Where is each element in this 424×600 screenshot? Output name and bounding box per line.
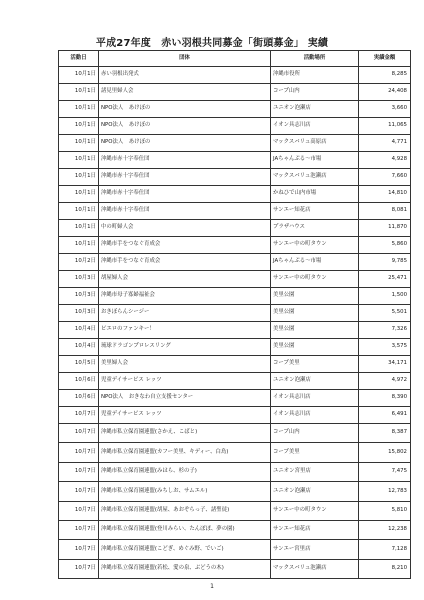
table-row — [59, 462, 411, 481]
cell-date: 10月4日 — [59, 322, 99, 339]
cell-amount: 4,972 — [359, 373, 411, 390]
cell-group: 琉球ドラゴンプロレスリング — [99, 339, 271, 356]
cell-date: 10月1日 — [59, 84, 99, 101]
cell-amount: 25,471 — [359, 271, 411, 288]
cell-amount: 7,660 — [359, 169, 411, 186]
cell-date: 10月7日 — [59, 443, 99, 462]
cell-amount: 5,501 — [359, 305, 411, 322]
cell-group: 沖縄市私立保育園連盟(さかえ、こばと) — [99, 424, 271, 443]
cell-place: ユニオン泡瀬店 — [271, 101, 359, 118]
table-row — [59, 322, 411, 339]
cell-group: 沖縄市私立保育園連盟(みちしお、サムエル) — [99, 482, 271, 501]
table-row — [59, 390, 411, 407]
table-row — [59, 237, 411, 254]
cell-amount: 9,785 — [359, 254, 411, 271]
table-body — [59, 67, 411, 579]
cell-date: 10月1日 — [59, 203, 99, 220]
cell-date: 10月3日 — [59, 305, 99, 322]
cell-amount: 7,128 — [359, 540, 411, 559]
cell-group: 沖縄市赤十字奉仕団 — [99, 152, 271, 169]
cell-group: 沖縄市母子寡婦福祉会 — [99, 288, 271, 305]
cell-place: ユニオン泡瀬店 — [271, 482, 359, 501]
cell-amount: 5,860 — [359, 237, 411, 254]
table-row — [59, 220, 411, 237]
cell-amount: 11,065 — [359, 118, 411, 135]
table-row — [59, 186, 411, 203]
cell-place: ユニオン宮里店 — [271, 462, 359, 481]
cell-amount: 7,326 — [359, 322, 411, 339]
cell-date: 10月1日 — [59, 101, 99, 118]
cell-date: 10月1日 — [59, 220, 99, 237]
cell-date: 10月7日 — [59, 462, 99, 481]
cell-amount: 3,660 — [359, 101, 411, 118]
cell-amount: 4,928 — [359, 152, 411, 169]
page-title: 平成27年度 赤い羽根共同募金「街頭募金」 実績 — [95, 38, 329, 49]
cell-place: サンエー中の町タウン — [271, 237, 359, 254]
cell-amount: 34,171 — [359, 356, 411, 373]
table-row — [59, 443, 411, 462]
cell-amount: 6,491 — [359, 407, 411, 424]
cell-group: 沖縄市私立保育園連盟(みはら、杉の子) — [99, 462, 271, 481]
cell-place: 美里公園 — [271, 288, 359, 305]
table-header-row — [59, 51, 411, 67]
cell-group: 沖縄市私立保育園連盟(胡屋、あおぞらっ子、諸聖徒) — [99, 501, 271, 520]
table-row — [59, 135, 411, 152]
cell-amount: 3,575 — [359, 339, 411, 356]
cell-group: 沖縄市手をつなぐ育成会 — [99, 254, 271, 271]
cell-date: 10月5日 — [59, 356, 99, 373]
cell-place: 沖縄市役所 — [271, 67, 359, 84]
cell-place: サンエー知花店 — [271, 203, 359, 220]
cell-group: 胡屋婦人会 — [99, 271, 271, 288]
cell-place: マックスバリュ泡瀬店 — [271, 169, 359, 186]
cell-amount: 4,771 — [359, 135, 411, 152]
cell-place: イオン具志川店 — [271, 407, 359, 424]
cell-amount: 12,238 — [359, 520, 411, 539]
cell-date: 10月1日 — [59, 186, 99, 203]
cell-group: 沖縄市私立保育園連盟(カフー美里、キディー、白鳥) — [99, 443, 271, 462]
cell-place: コープ美里 — [271, 356, 359, 373]
cell-group: ピエロのファンキー！ — [99, 322, 271, 339]
cell-date: 10月7日 — [59, 559, 99, 578]
cell-date: 10月3日 — [59, 271, 99, 288]
cell-place: コープ美里 — [271, 443, 359, 462]
cell-group: おきぼらんシージー — [99, 305, 271, 322]
cell-date: 10月7日 — [59, 482, 99, 501]
cell-date: 10月7日 — [59, 501, 99, 520]
table-row — [59, 84, 411, 101]
cell-amount: 24,408 — [359, 84, 411, 101]
cell-group: 赤い羽根出発式 — [99, 67, 271, 84]
cell-date: 10月7日 — [59, 407, 99, 424]
cell-place: かねひで山内市場 — [271, 186, 359, 203]
cell-place: ユニオン泡瀬店 — [271, 373, 359, 390]
cell-amount: 8,387 — [359, 424, 411, 443]
cell-place: 美里公園 — [271, 305, 359, 322]
cell-date: 10月1日 — [59, 237, 99, 254]
cell-amount: 8,081 — [359, 203, 411, 220]
cell-group: 沖縄市私立保育園連盟(若松、愛の泉、ぶどうの木) — [99, 559, 271, 578]
cell-date: 10月1日 — [59, 152, 99, 169]
table-row — [59, 482, 411, 501]
cell-date: 10月1日 — [59, 169, 99, 186]
cell-amount: 15,802 — [359, 443, 411, 462]
cell-place: コープ山内 — [271, 84, 359, 101]
cell-place: コープ山内 — [271, 424, 359, 443]
cell-place: 美里公園 — [271, 322, 359, 339]
cell-place: マックスバリュ泡瀬店 — [271, 559, 359, 578]
header-amount: 実績金額 — [359, 51, 411, 67]
cell-amount: 7,475 — [359, 462, 411, 481]
header-place: 活動場所 — [271, 51, 359, 67]
header-group: 団体 — [99, 51, 271, 67]
table-row — [59, 67, 411, 84]
table-row — [59, 271, 411, 288]
cell-date: 10月6日 — [59, 373, 99, 390]
header-date: 活動日 — [59, 51, 99, 67]
cell-amount: 12,783 — [359, 482, 411, 501]
cell-group: 沖縄市赤十字奉仕団 — [99, 203, 271, 220]
cell-group: 沖縄市私立保育園連盟(登川みらい、たんぽぽ、夢の園) — [99, 520, 271, 539]
cell-date: 10月7日 — [59, 424, 99, 443]
cell-place: サンエー知花店 — [271, 520, 359, 539]
cell-amount: 11,870 — [359, 220, 411, 237]
cell-group: 中の町婦人会 — [99, 220, 271, 237]
cell-date: 10月2日 — [59, 254, 99, 271]
table-row — [59, 169, 411, 186]
donation-table — [58, 50, 411, 579]
table-row — [59, 203, 411, 220]
table-row — [59, 559, 411, 578]
cell-amount: 8,210 — [359, 559, 411, 578]
table-row — [59, 424, 411, 443]
cell-amount: 14,810 — [359, 186, 411, 203]
cell-place: JAちゃんぷる～市場 — [271, 254, 359, 271]
table-row — [59, 152, 411, 169]
cell-date: 10月1日 — [59, 118, 99, 135]
table-row — [59, 501, 411, 520]
cell-group: 諸見里婦人会 — [99, 84, 271, 101]
cell-group: 沖縄市赤十字奉仕団 — [99, 186, 271, 203]
cell-date: 10月1日 — [59, 67, 99, 84]
cell-group: NPO法人 あけぼの — [99, 135, 271, 152]
cell-place: プラザハウス — [271, 220, 359, 237]
cell-place: サンエー中の町タウン — [271, 501, 359, 520]
cell-amount: 5,810 — [359, 501, 411, 520]
cell-amount: 8,285 — [359, 67, 411, 84]
cell-date: 10月6日 — [59, 390, 99, 407]
cell-group: 沖縄市私立保育園連盟(こどぎ、めぐみ野、でいご) — [99, 540, 271, 559]
cell-amount: 1,500 — [359, 288, 411, 305]
cell-date: 10月4日 — [59, 339, 99, 356]
cell-group: 美里婦人会 — [99, 356, 271, 373]
cell-group: 児童デイサービス レッツ — [99, 373, 271, 390]
table-row — [59, 356, 411, 373]
page-number: 1 — [210, 583, 214, 590]
table-row — [59, 407, 411, 424]
cell-group: NPO法人 あけぼの — [99, 118, 271, 135]
table-row — [59, 540, 411, 559]
cell-group: 児童デイサービス レッツ — [99, 407, 271, 424]
table-row — [59, 288, 411, 305]
cell-place: サンエー宮里店 — [271, 540, 359, 559]
cell-date: 10月3日 — [59, 288, 99, 305]
cell-place: マックスバリュ高原店 — [271, 135, 359, 152]
table-row — [59, 118, 411, 135]
cell-group: 沖縄市手をつなぐ育成会 — [99, 237, 271, 254]
table-row — [59, 339, 411, 356]
cell-group: 沖縄市赤十字奉仕団 — [99, 169, 271, 186]
cell-place: イオン具志川店 — [271, 118, 359, 135]
cell-amount: 8,390 — [359, 390, 411, 407]
cell-date: 10月1日 — [59, 135, 99, 152]
table-row — [59, 520, 411, 539]
table-row — [59, 305, 411, 322]
cell-place: サンエー中の町タウン — [271, 271, 359, 288]
cell-place: イオン具志川店 — [271, 390, 359, 407]
cell-group: NPO法人 あけぼの — [99, 101, 271, 118]
table-row — [59, 254, 411, 271]
table-row — [59, 101, 411, 118]
cell-place: 美里公園 — [271, 339, 359, 356]
cell-date: 10月7日 — [59, 540, 99, 559]
table-row — [59, 373, 411, 390]
cell-place: JAちゃんぷる～市場 — [271, 152, 359, 169]
cell-group: NPO法人 おきなわ自立支援センター — [99, 390, 271, 407]
cell-date: 10月7日 — [59, 520, 99, 539]
